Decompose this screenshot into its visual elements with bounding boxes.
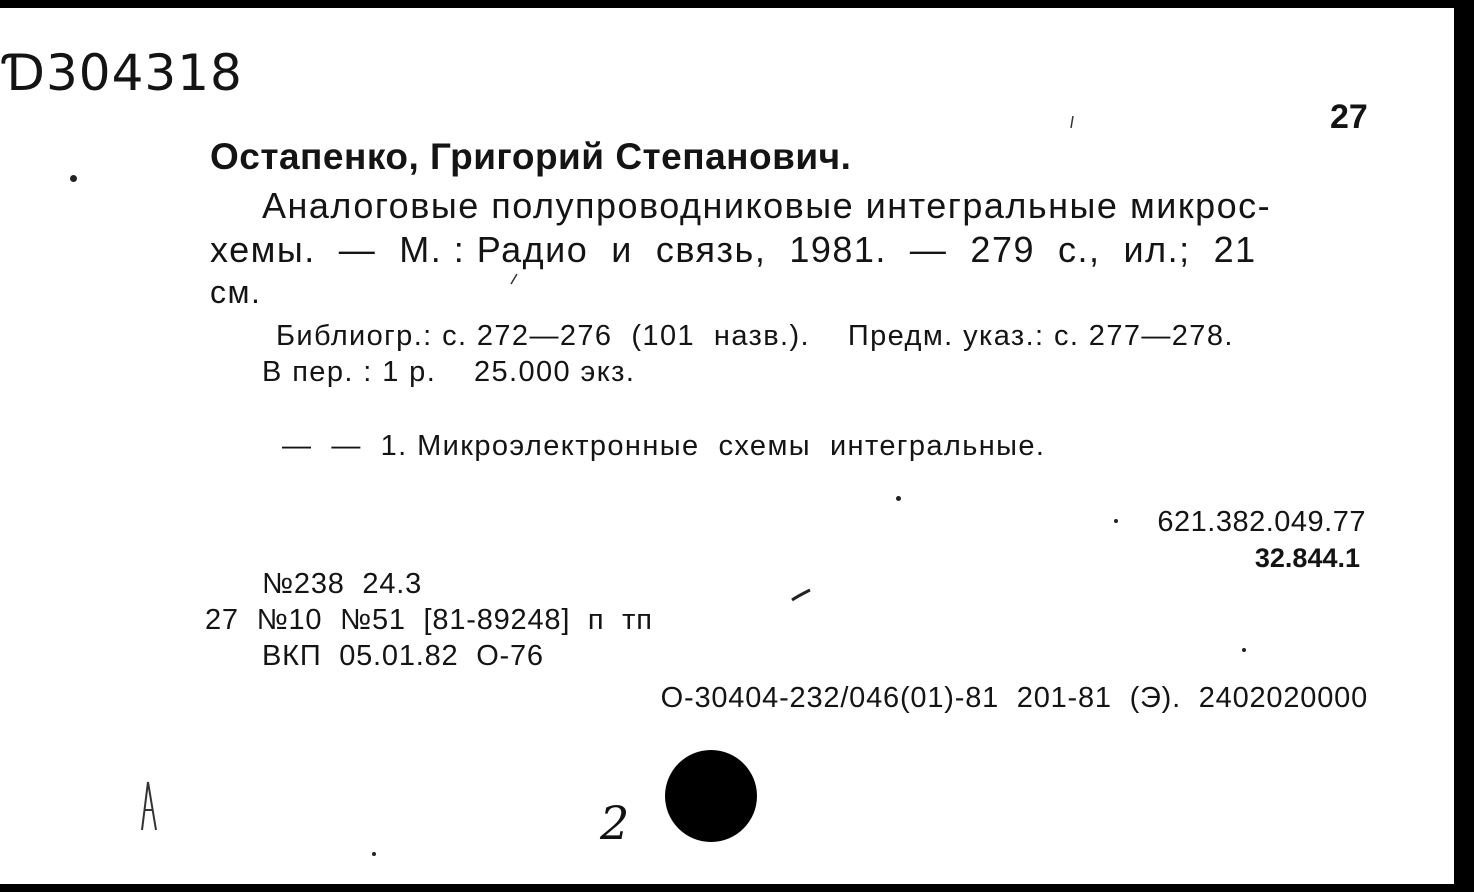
title-line-2: хемы. — М. : Радио и связь, 1981. — 279 с., ил.; 21 [210, 229, 1257, 270]
author-heading: Остапенко, Григорий Степанович. [210, 136, 852, 177]
page-number: 27 [1330, 98, 1368, 136]
udc-code: 621.382.049.77 [1157, 506, 1366, 538]
scan-border [1454, 8, 1464, 884]
pen-mark [508, 272, 520, 286]
punched-hole [665, 750, 757, 842]
pen-mark [1068, 114, 1076, 130]
scan-speck [372, 852, 376, 856]
bbk-code: 32.844.1 [1254, 543, 1360, 573]
price-note: В пер. : 1 р. 25.000 экз. [262, 356, 636, 388]
subject-heading: — — 1. Микроэлектронные схемы интегральные. [282, 430, 1046, 462]
scan-speck [1114, 519, 1118, 523]
scan-speck [896, 496, 901, 501]
scan-speck [70, 175, 77, 182]
handwritten-mark [136, 776, 164, 834]
meta-line-2: 27 №10 №51 [81-89248] п тп [205, 604, 653, 636]
scan-speck [1242, 648, 1246, 652]
handwritten-number: 2 [600, 796, 630, 850]
call-number: Ɗ304318 [4, 44, 243, 102]
pen-mark [790, 588, 812, 602]
title-line-3: см. [210, 274, 262, 310]
title-line-1: Аналоговые полупроводниковые интегральные микрос- [262, 185, 1272, 226]
catalog-card [0, 8, 1464, 884]
meta-line-3: ВКП 05.01.82 О-76 [262, 640, 544, 672]
bibliography-note: Библиогр.: с. 272—276 (101 назв.). Предм. указ.: с. 277—278. [276, 320, 1234, 352]
meta-line-1: №238 24.3 [262, 568, 423, 600]
isbn-line: О-30404-232/046(01)-81 201-81 (Э). 2402020000 [660, 682, 1368, 714]
